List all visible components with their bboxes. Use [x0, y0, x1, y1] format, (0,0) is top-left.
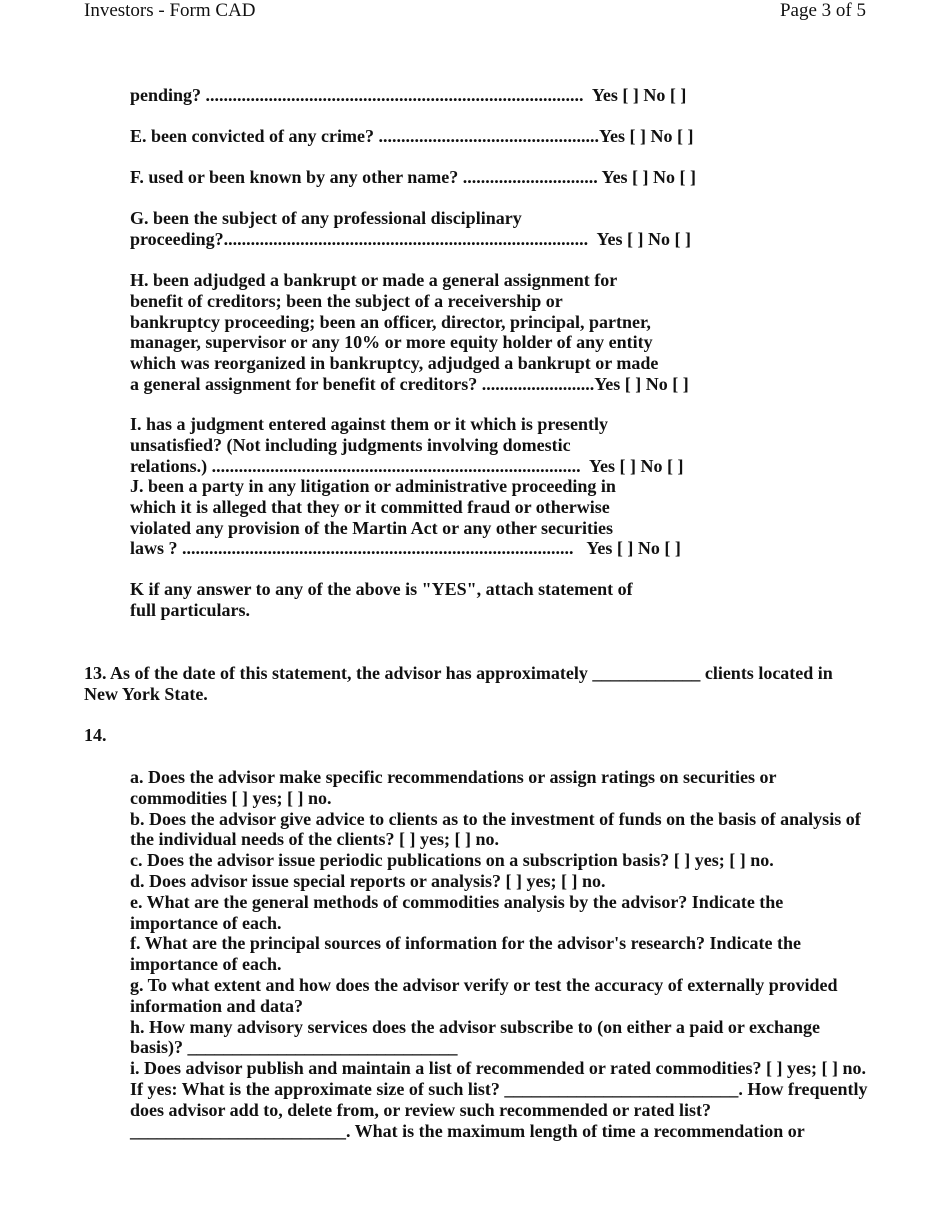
question-14b: b. Does the advisor give advice to clients as to the investment of funds on the basis of analysis of the individual needs of the clients? [ ] yes; [ ] no. — [130, 808, 861, 850]
item-h-line: which was reorganized in bankruptcy, adjudged a bankrupt or made — [130, 353, 659, 374]
item-k — [130, 579, 633, 621]
item-h — [130, 270, 689, 395]
question-14g: g. To what extent and how does the advisor verify or test the accuracy of externally provided information and data? — [130, 974, 838, 1016]
item-j — [130, 476, 681, 559]
question-14-parts — [130, 767, 875, 1141]
question-14e: e. What are the general methods of commodities analysis by the advisor? Indicate the importance of each. — [130, 891, 784, 933]
question-14d: d. Does advisor issue special reports or analysis? [ ] yes; [ ] no. — [130, 870, 606, 891]
item-h-line: manager, supervisor or any 10% or more equity holder of any entity — [130, 332, 653, 353]
item-d-line: pending? .................................................................................... Yes [ ] No [ ] — [130, 85, 687, 105]
item-f — [130, 167, 696, 188]
question-13-text: 13. As of the date of this statement, the advisor has approximately ____________ clients located in New York State. — [84, 663, 833, 704]
item-i-line: I. has a judgment entered against them or it which is presently — [130, 414, 609, 434]
page-header-title: Investors - Form CAD — [84, 0, 256, 21]
question-14h: h. How many advisory services does the advisor subscribe to (on either a paid or exchange basis)? ______________________________ — [130, 1016, 821, 1058]
item-h-line: benefit of creditors; been the subject of a receivership or — [130, 290, 563, 311]
question-13 — [84, 663, 869, 705]
question-14i: i. Does advisor publish and maintain a list of recommended or rated commodities? [ ] yes; [ ] no. If yes: What is the approximate size of such list? __________________________. How frequently does advisor add to, delete from, or review such recommended or rated list? ________________________. What is the maximum length of time a recommendation or — [130, 1058, 868, 1141]
question-14f: f. What are the principal sources of information for the advisor's research? Indicate the importance of each. — [130, 933, 801, 975]
item-i-line: unsatisfied? (Not including judgments involving domestic — [130, 434, 571, 455]
item-h-line: a general assignment for benefit of creditors? .........................Yes [ ] No [ ] — [130, 373, 689, 394]
item-i-line: relations.) .................................................................................. Yes [ ] No [ ] — [130, 455, 684, 476]
item-d-continuation — [130, 85, 686, 106]
question-14c: c. Does the advisor issue periodic publications on a subscription basis? [ ] yes; [ ] no. — [130, 850, 774, 871]
item-k-line: K if any answer to any of the above is "YES", attach statement of — [130, 579, 633, 599]
question-14a: a. Does the advisor make specific recommendations or assign ratings on securities or commodities [ ] yes; [ ] no. — [130, 767, 777, 808]
item-i — [130, 414, 683, 476]
item-j-line: J. been a party in any litigation or administrative proceeding in — [130, 476, 616, 496]
item-e — [130, 126, 693, 147]
item-h-line: bankruptcy proceeding; been an officer, director, principal, partner, — [130, 311, 651, 332]
item-g-line: G. been the subject of any professional disciplinary — [130, 208, 522, 228]
item-e-line: E. been convicted of any crime? .................................................Yes [ ] No [ ] — [130, 126, 694, 146]
item-j-line: laws ? ....................................................................................... Yes [ ] No [ ] — [130, 538, 681, 559]
item-g-line: proceeding?................................................................................. Yes [ ] No [ ] — [130, 228, 691, 249]
question-14-number — [84, 725, 869, 746]
question-14-label: 14. — [84, 725, 107, 745]
item-h-line: H. been adjudged a bankrupt or made a general assignment for — [130, 270, 618, 290]
item-g — [130, 208, 691, 250]
page-number: Page 3 of 5 — [779, 0, 866, 21]
item-f-line: F. used or been known by any other name? .............................. Yes [ ] No [ ] — [130, 167, 697, 187]
item-k-line: full particulars. — [130, 599, 250, 620]
item-j-line: which it is alleged that they or it committed fraud or otherwise — [130, 496, 610, 517]
item-j-line: violated any provision of the Martin Act or any other securities — [130, 517, 613, 538]
